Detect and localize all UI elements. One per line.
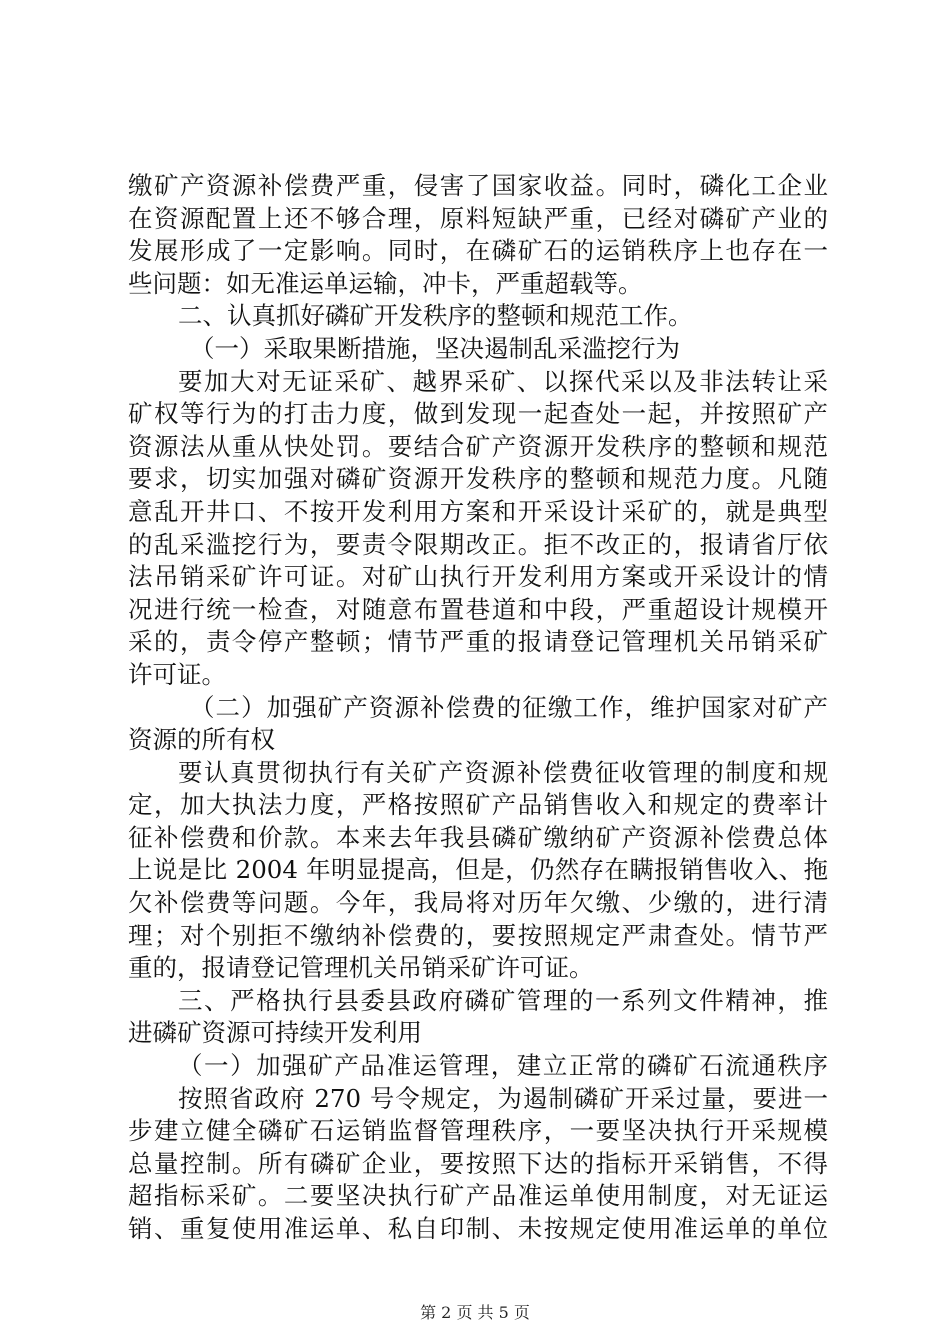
text-line: 进磷矿资源可持续开发利用	[128, 1018, 422, 1048]
text-line: 些问题：如无准运单运输，冲卡，严重超载等。	[128, 268, 643, 298]
text-line: 按照省政府 270 号令规定，为遏制磷矿开采过量，要进一	[178, 1083, 828, 1113]
text-line: 要加大对无证采矿、越界采矿、以探代采以及非法转让采	[178, 366, 828, 396]
text-line: （一）加强矿产品准运管理，建立正常的磷矿石流通秩序	[178, 1051, 828, 1081]
text-line: 步建立健全磷矿石运销监督管理秩序，一要坚决执行开采规模	[128, 1116, 828, 1146]
text-line: 资源的所有权	[128, 725, 275, 755]
text-line: 理；对个别拒不缴纳补偿费的，要按照规定严肃查处。情节严	[128, 920, 828, 950]
text-line: 上说是比 2004 年明显提高，但是，仍然存在瞒报销售收入、拖	[128, 855, 828, 885]
text-line: （二）加强矿产资源补偿费的征缴工作，维护国家对矿产	[190, 692, 828, 722]
text-line: 发展形成了一定影响。同时，在磷矿石的运销秩序上也存在一	[128, 236, 828, 266]
text-line: 要求，切实加强对磷矿资源开发秩序的整顿和规范力度。凡随	[128, 464, 828, 494]
text-line: 销、重复使用准运单、私自印制、未按规定使用准运单的单位	[128, 1214, 828, 1243]
text-line: 许可证。	[128, 659, 226, 689]
text-line: （一）采取果断措施，坚决遏制乱采滥挖行为	[190, 333, 680, 363]
document-body	[128, 170, 828, 1246]
page-number-label: 第 2 页 共 5 页	[420, 1303, 530, 1322]
page-footer	[0, 1300, 950, 1323]
text-line: 的乱采滥挖行为，要责令限期改正。拒不改正的，报请省厅依	[128, 529, 828, 559]
text-line: 欠补偿费等问题。今年，我局将对历年欠缴、少缴的，进行清	[128, 888, 828, 918]
text-line: 二、认真抓好磷矿开发秩序的整顿和规范工作。	[178, 301, 693, 331]
text-line: 三、严格执行县委县政府磷矿管理的一系列文件精神，推	[178, 985, 828, 1015]
text-line: 矿权等行为的打击力度，做到发现一起查处一起，并按照矿产	[128, 399, 828, 429]
text-line: 超指标采矿。二要坚决执行矿产品准运单使用制度，对无证运	[128, 1181, 828, 1211]
text-line: 定，加大执法力度，严格按照矿产品销售收入和规定的费率计	[128, 790, 828, 820]
text-line: 缴矿产资源补偿费严重，侵害了国家收益。同时，磷化工企业	[128, 171, 828, 200]
text-line: 要认真贯彻执行有关矿产资源补偿费征收管理的制度和规	[178, 757, 828, 787]
text-line: 况进行统一检查，对随意布置巷道和中段，严重超设计规模开	[128, 594, 828, 624]
text-line: 采的，责令停产整顿；情节严重的报请登记管理机关吊销采矿	[128, 627, 828, 657]
text-line: 法吊销采矿许可证。对矿山执行开发利用方案或开采设计的情	[128, 562, 828, 592]
text-line: 在资源配置上还不够合理，原料短缺严重，已经对磷矿产业的	[128, 203, 828, 233]
text-line: 资源法从重从快处罚。要结合矿产资源开发秩序的整顿和规范	[128, 431, 828, 461]
text-line: 总量控制。所有磷矿企业，要按照下达的指标开采销售，不得	[128, 1148, 828, 1178]
text-line: 意乱开井口、不按开发利用方案和开采设计采矿的，就是典型	[128, 496, 828, 526]
text-line: 重的，报请登记管理机关吊销采矿许可证。	[128, 953, 594, 983]
text-line: 征补偿费和价款。本来去年我县磷矿缴纳矿产资源补偿费总体	[128, 822, 828, 852]
